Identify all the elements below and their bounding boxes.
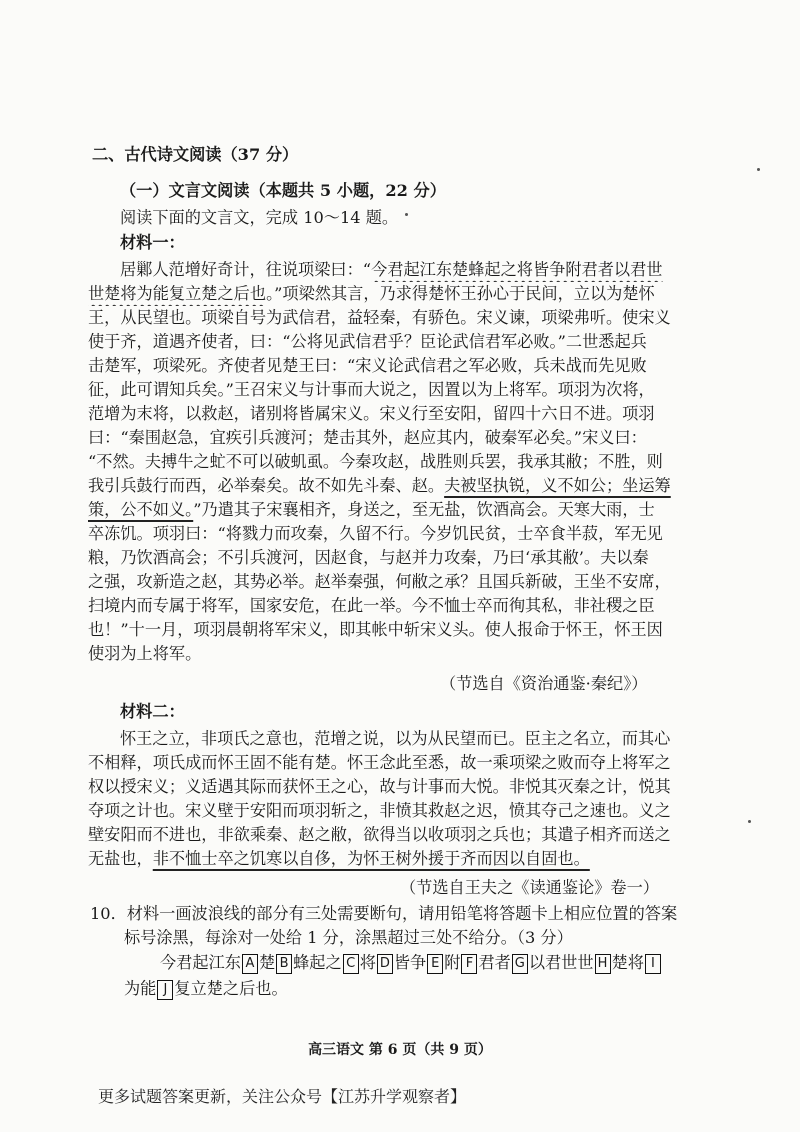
material1-paragraph-line: 卒冻饥。项羽曰：“将戮力而攻秦，久留不行。今岁饥民贫，士卒食半菽，军无见 — [88, 524, 663, 543]
answer-box-j[interactable]: J — [157, 980, 173, 1000]
page-footer: 高三语文 第 6 页（共 9 页） — [308, 1042, 492, 1058]
material1-paragraph-line: 也！”十一月，项羽晨朝将军宋义，即其帐中斩宋义头。使人报命于怀王，怀王因 — [88, 620, 663, 639]
material1-paragraph-line: 扫境内而专属于将军，国家安危，在此一举。今不恤士卒而徇其私，非社稷之臣 — [88, 596, 655, 615]
answer-box-h[interactable]: H — [595, 954, 611, 974]
answer-box-c[interactable]: C — [343, 954, 359, 974]
answer-box-e[interactable]: E — [427, 954, 443, 974]
underlined-passage: 夫被坚执锐，义不如公；坐运筹 — [444, 476, 671, 495]
material1-paragraph-line: 居鄛人范增好奇计，往说项梁曰：“今君起江东楚蜂起之将皆争附君者以君世 — [120, 260, 663, 279]
material1-paragraph-line: 粮，乃饮酒高会；不引兵渡河，因赵食，与赵并力攻秦，乃曰‘承其敝’。夫以秦 — [88, 548, 649, 567]
material2-paragraph-line: 夺项之计也。宋义壁于安阳而项羽斩之，非愤其救赵之迟，愤其夺己之速也。义之 — [88, 801, 671, 820]
answer-box-i[interactable]: I — [645, 954, 661, 974]
material1-paragraph-line: 王，从民望也。项梁自号为武信君，益轻秦，有骄色。宋义谏，项梁弗听。使宋义 — [88, 308, 671, 327]
material1-paragraph-line: 曰：“秦围赵急，宜疾引兵渡河；楚击其外，赵应其内，破秦军必矣。”宋义曰： — [88, 428, 647, 447]
answer-box-b[interactable]: B — [276, 954, 292, 974]
scan-speck — [405, 213, 408, 216]
material1-paragraph-line: 世楚将为能复立楚之后也。”项梁然其言，乃求得楚怀王孙心于民间，立以为楚怀 — [88, 284, 655, 303]
scan-speck — [748, 820, 751, 823]
wavy-underlined-passage: 今君起江东楚蜂起之将皆争附君者以君世 — [371, 260, 663, 279]
material2-paragraph-line: 不相释，项氏成而怀王固不能有楚。怀王念此至悉，故一乘项梁之败而夺上将军之 — [88, 753, 671, 772]
material1-paragraph-line: 范增为末将，以救赵，诸别将皆属宋义。宋义行至安阳，留四十六日不进。项羽 — [88, 404, 655, 423]
material1-paragraph-line: “不然。夫搏牛之虻不可以破虮虱。今秦攻赵，战胜则兵罢，我承其敝；不胜，则 — [88, 452, 663, 471]
wavy-underlined-passage: 世楚将为能复立楚之后也 — [88, 284, 267, 303]
answer-options-line: 今君起江东 A 楚 B 蜂起之 C 将 D 皆争 E 附 F 君者 G 以君世世 H 楚将 I — [160, 950, 705, 976]
answer-box-g[interactable]: G — [512, 954, 528, 974]
answer-box-a[interactable]: A — [242, 954, 258, 974]
answer-box-f[interactable]: F — [461, 954, 477, 974]
underlined-passage: 非不恤士卒之饥寒以自侈，为怀王树外援于齐而因以自固也。 — [152, 849, 590, 868]
material2-paragraph-line: 壁安阳而不进也，非欲乘秦、赵之敝，欲得当以收项羽之兵也；其遣子相齐而送之 — [88, 825, 671, 844]
material1-paragraph-line: 使于齐，道遇齐使者，曰：“公将见武信君乎？臣论武信君军必败。”二世悉起兵 — [88, 332, 647, 351]
scan-speck — [757, 168, 760, 171]
material2-paragraph-line: 怀王之立，非项氏之意也，范增之说，以为从民望而已。臣主之名立，而其心 — [120, 729, 671, 748]
section-heading: 二、古代诗文阅读（37 分） — [92, 145, 299, 164]
question10-text: 标号涂黑，每涂对一处给 1 分，涂黑超过三处不给分。（3 分） — [124, 928, 573, 947]
material1-paragraph-line: 策，公不如义。”乃遣其子宋襄相齐，身送之，至无盐，饮酒高会。天寒大雨，士 — [88, 500, 655, 519]
material1-label: 材料一： — [120, 233, 185, 252]
underlined-passage: 策，公不如义。 — [88, 500, 194, 519]
material2-paragraph-line: 无盐也，非不恤士卒之饥寒以自侈，为怀王树外援于齐而因以自固也。 — [88, 849, 590, 868]
material1-paragraph-line: 之强，攻新造之赵，其势必举。赵举秦强，何敝之承？且国兵新破，王坐不安席， — [88, 572, 671, 591]
answer-box-d[interactable]: D — [377, 954, 393, 974]
material1-paragraph-line: 击楚军，项梁死。齐使者见楚王曰：“宋义论武信君之军必败，兵未战而先见败 — [88, 356, 647, 375]
material2-paragraph-line: 权以授宋义；义适遇其际而获怀王之心，故与计事而大悦。非悦其灭秦之计，悦其 — [88, 777, 671, 796]
material1-paragraph-line: 使羽为上将军。 — [88, 644, 202, 663]
material2-source: （节选自王夫之《读通鉴论》卷一） — [400, 878, 659, 897]
subsection-heading: （一）文言文阅读（本题共 5 小题，22 分） — [120, 181, 446, 200]
material2-label: 材料二： — [120, 702, 185, 721]
promo-text: 更多试题答案更新，关注公众号【江苏升学观察者】 — [98, 1087, 467, 1106]
answer-options-line: 为能 J 复立楚之后也。 — [124, 979, 288, 998]
material1-source: （节选自《资治通鉴·秦纪》） — [440, 674, 648, 693]
question10-text: 10．材料一画波浪线的部分有三处需要断句，请用铅笔将答题卡上相应位置的答案 — [90, 904, 678, 923]
instruction: 阅读下面的文言文，完成 10～14 题。 — [120, 208, 399, 227]
material1-paragraph-line: 征，此可谓知兵矣。”王召宋义与计事而大说之，因置以为上将军。项羽为次将， — [88, 380, 655, 399]
material1-paragraph-line: 我引兵鼓行而西，必举秦矣。故不如先斗秦、赵。夫被坚执锐，义不如公；坐运筹 — [88, 476, 671, 495]
